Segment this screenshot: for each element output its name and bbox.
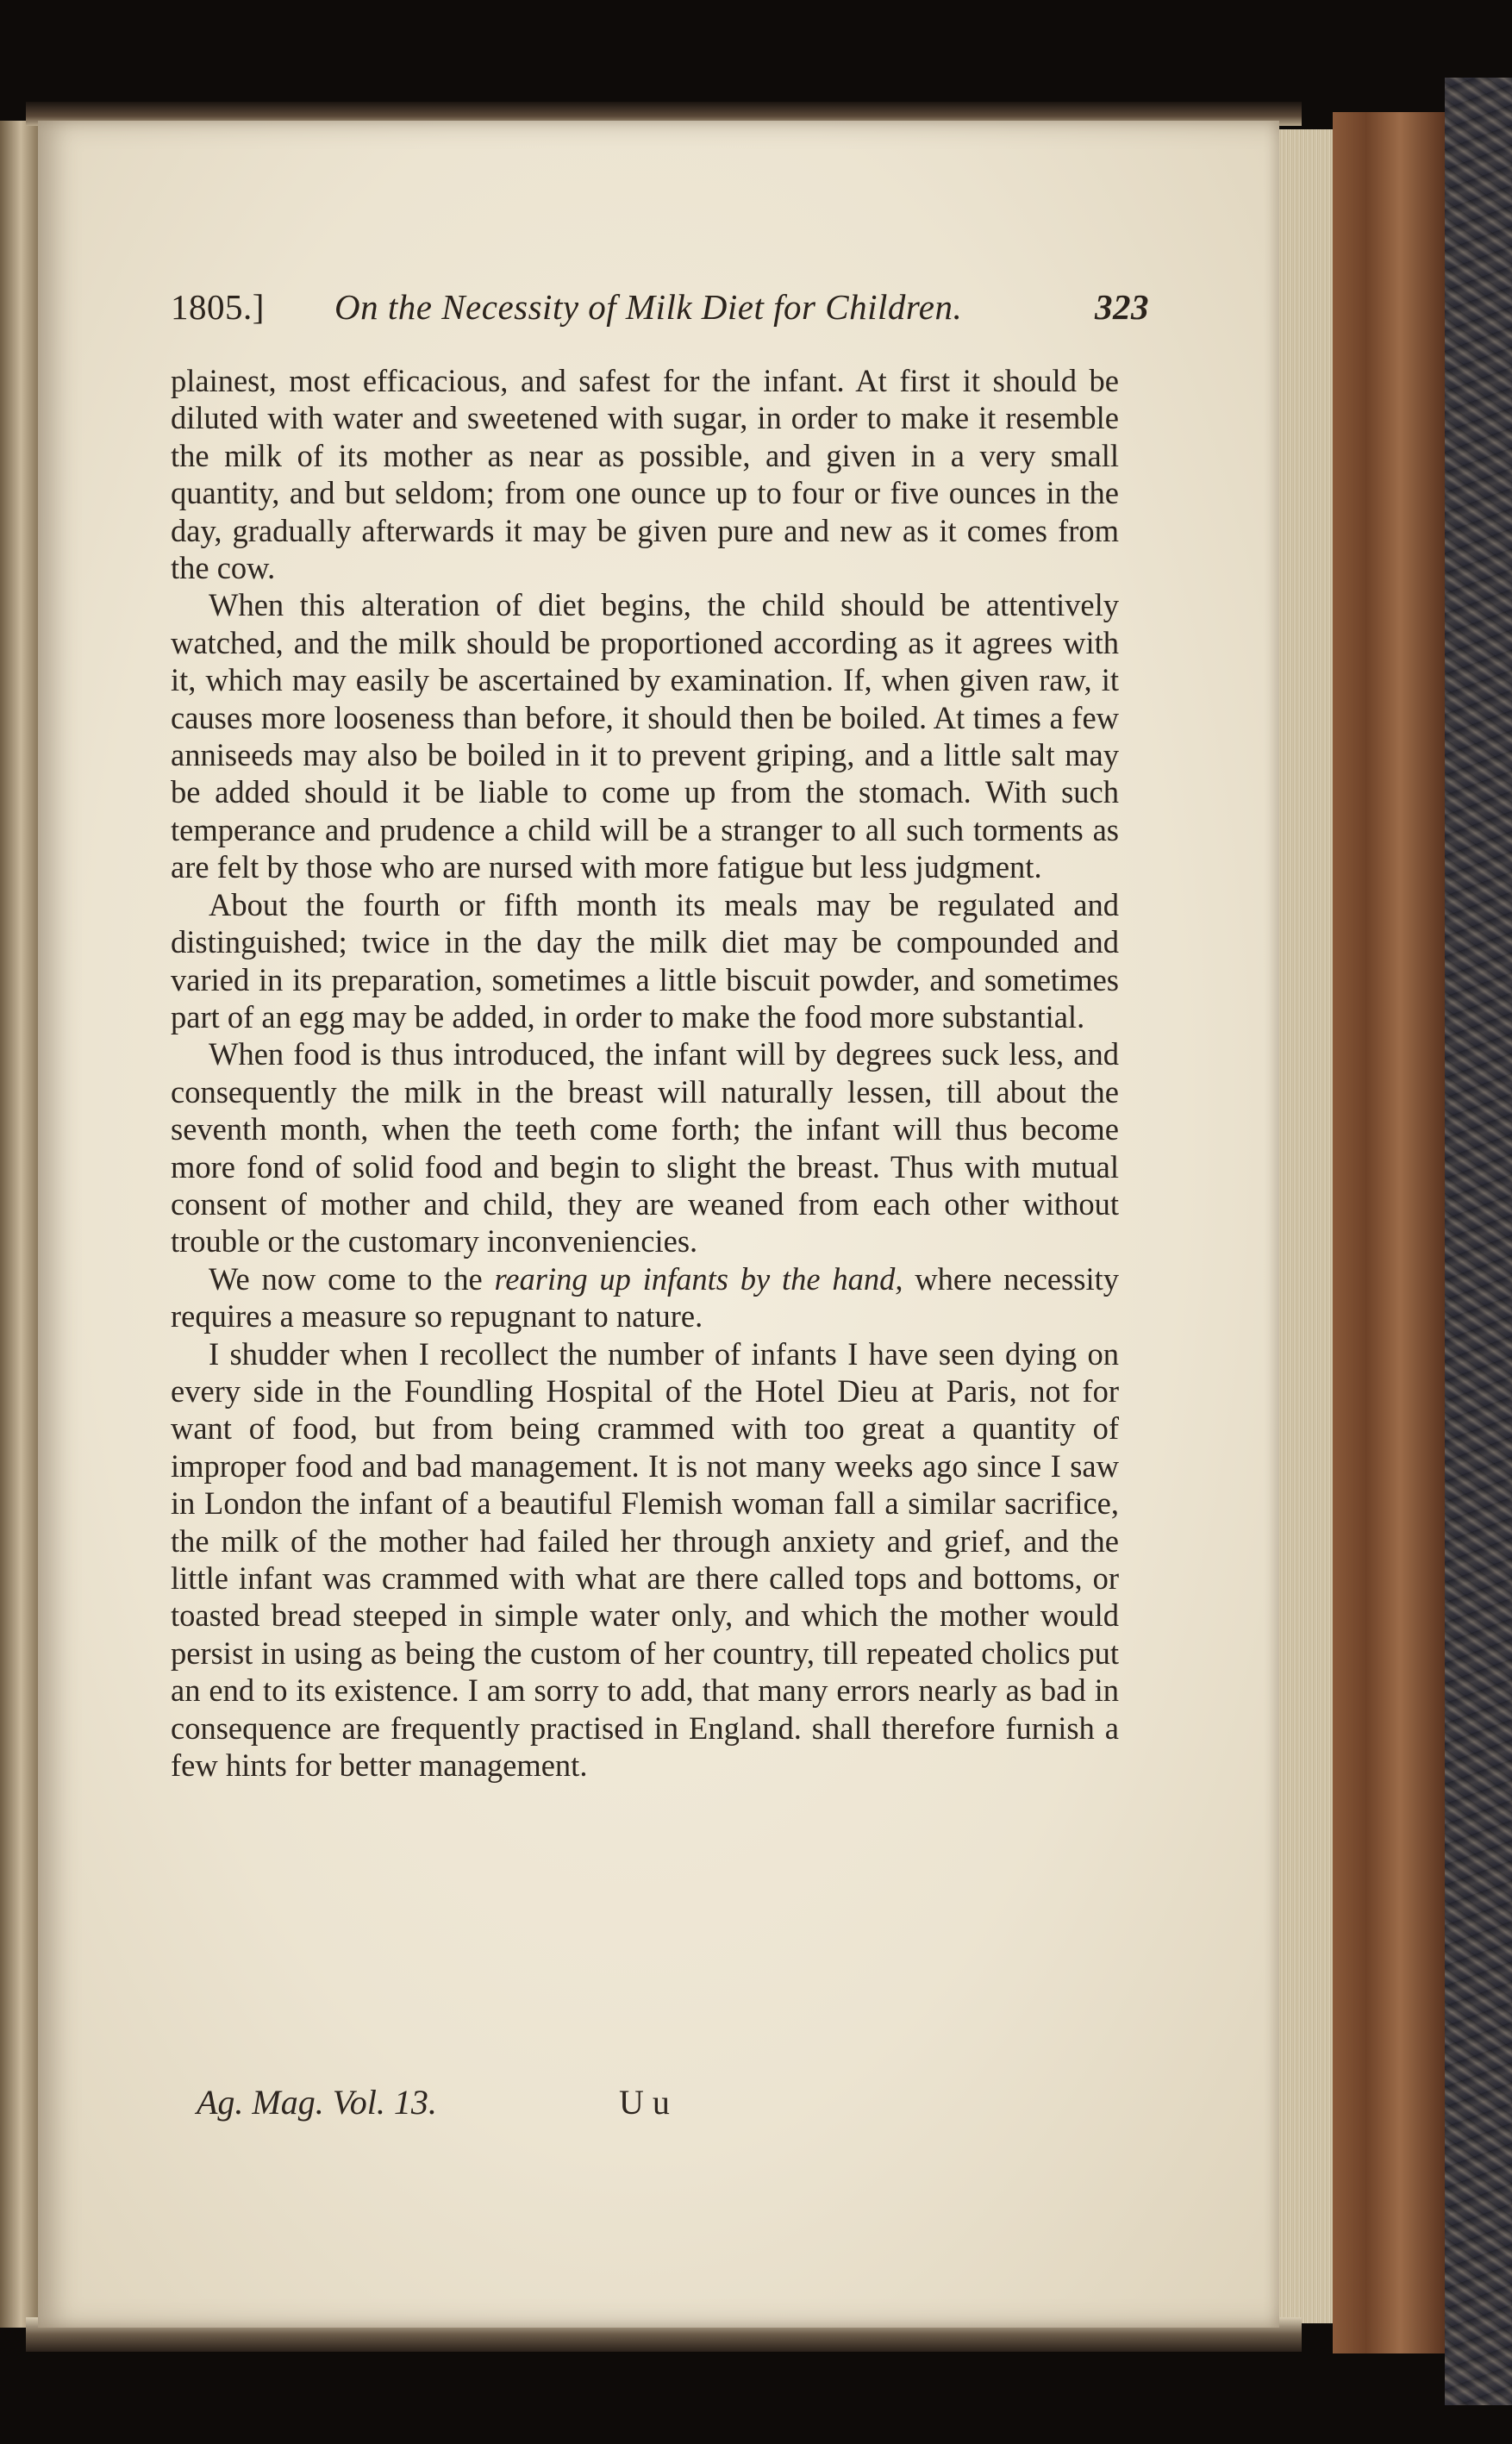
facing-page-edge (0, 121, 38, 2328)
paragraph-6: I shudder when I recollect the number of infants I have seen dying on every side in the Foundling Hospital of the Hotel Dieu at Paris, not for want of food, but from being crammed with too great a quantity of improper food and bad management. It is not many weeks ago since I saw in London the infant of a beautiful Flemish woman fall a similar sacrifice, the milk of the mother had failed her through anxiety and grief, and the little infant was crammed with what are there called tops and bottoms, or toasted bread steeped in simple water only, and which the mother would persist in using as being the custom of her country, till repeated cholics put an end to its existence. I am sorry to add, that many errors nearly as bad in consequence are frequently practised in England. shall therefore furnish a few hints for better management. (171, 1335, 1119, 1784)
paragraph-5 (171, 1260, 1119, 1335)
paragraph-2: When this alteration of diet begins, the child should be attentively watched, and the milk should be proportioned according as it agrees with it, which may easily be ascertained by examination. If, when given raw, it causes more looseness than before, it should then be boiled. At times a few anniseeds may also be boiled in it to prevent griping, and a little salt may be added should it be liable to come up from the stomach. With such temperance and prudence a child will be a stranger to all such torments as are felt by those who are nursed with more fatigue but less judgment. (171, 587, 1119, 885)
paragraph-5-italic: rearing up infants by the hand, (494, 1260, 903, 1297)
leather-cover-edge (1333, 112, 1445, 2353)
marbled-board (1445, 78, 1512, 2405)
page-number: 323 (1095, 287, 1149, 327)
paragraph-1: plainest, most efficacious, and safest for the infant. At first it should be diluted with water and sweetened with sugar, in order to make it resemble the milk of its mother as near as possible, and given in a very small quantity, and but seldom; from one ounce up to four or five ounces in the day, gradually afterwards it may be given pure and new as it comes from the cow. (171, 363, 1119, 586)
header-title: On the Necessity of Milk Diet for Children. (334, 287, 963, 327)
signature-line (197, 2082, 731, 2130)
paragraph-3: About the fourth or fifth month its meals may be regulated and distinguished; twice in the day the milk diet may be compounded and varied in its preparation, sometimes a little biscuit powder, and sometimes part of an egg may be added, in order to make the food more substantial. (171, 886, 1119, 1034)
page-stack-edges (1279, 129, 1333, 2323)
header-year: 1805.] (171, 287, 265, 327)
article-body (171, 362, 1119, 1784)
signature-mark: U u (619, 2083, 670, 2122)
paragraph-5-start: We now come to the (209, 1260, 495, 1297)
running-header (171, 286, 1149, 336)
signature-volume: Ag. Mag. Vol. 13. (197, 2083, 437, 2122)
paragraph-5-end: where necessity requires a measure so repugnant to nature. (171, 1260, 1119, 1335)
paragraph-4: When food is thus introduced, the infant will by degrees suck less, and consequently the milk in the breast will naturally lessen, till about the seventh month, when the teeth come forth; the infant will thus become more fond of solid food and begin to slight the breast. Thus with mutual consent of mother and child, they are weaned from each other without trouble or the customary inconveniencies. (171, 1036, 1119, 1260)
